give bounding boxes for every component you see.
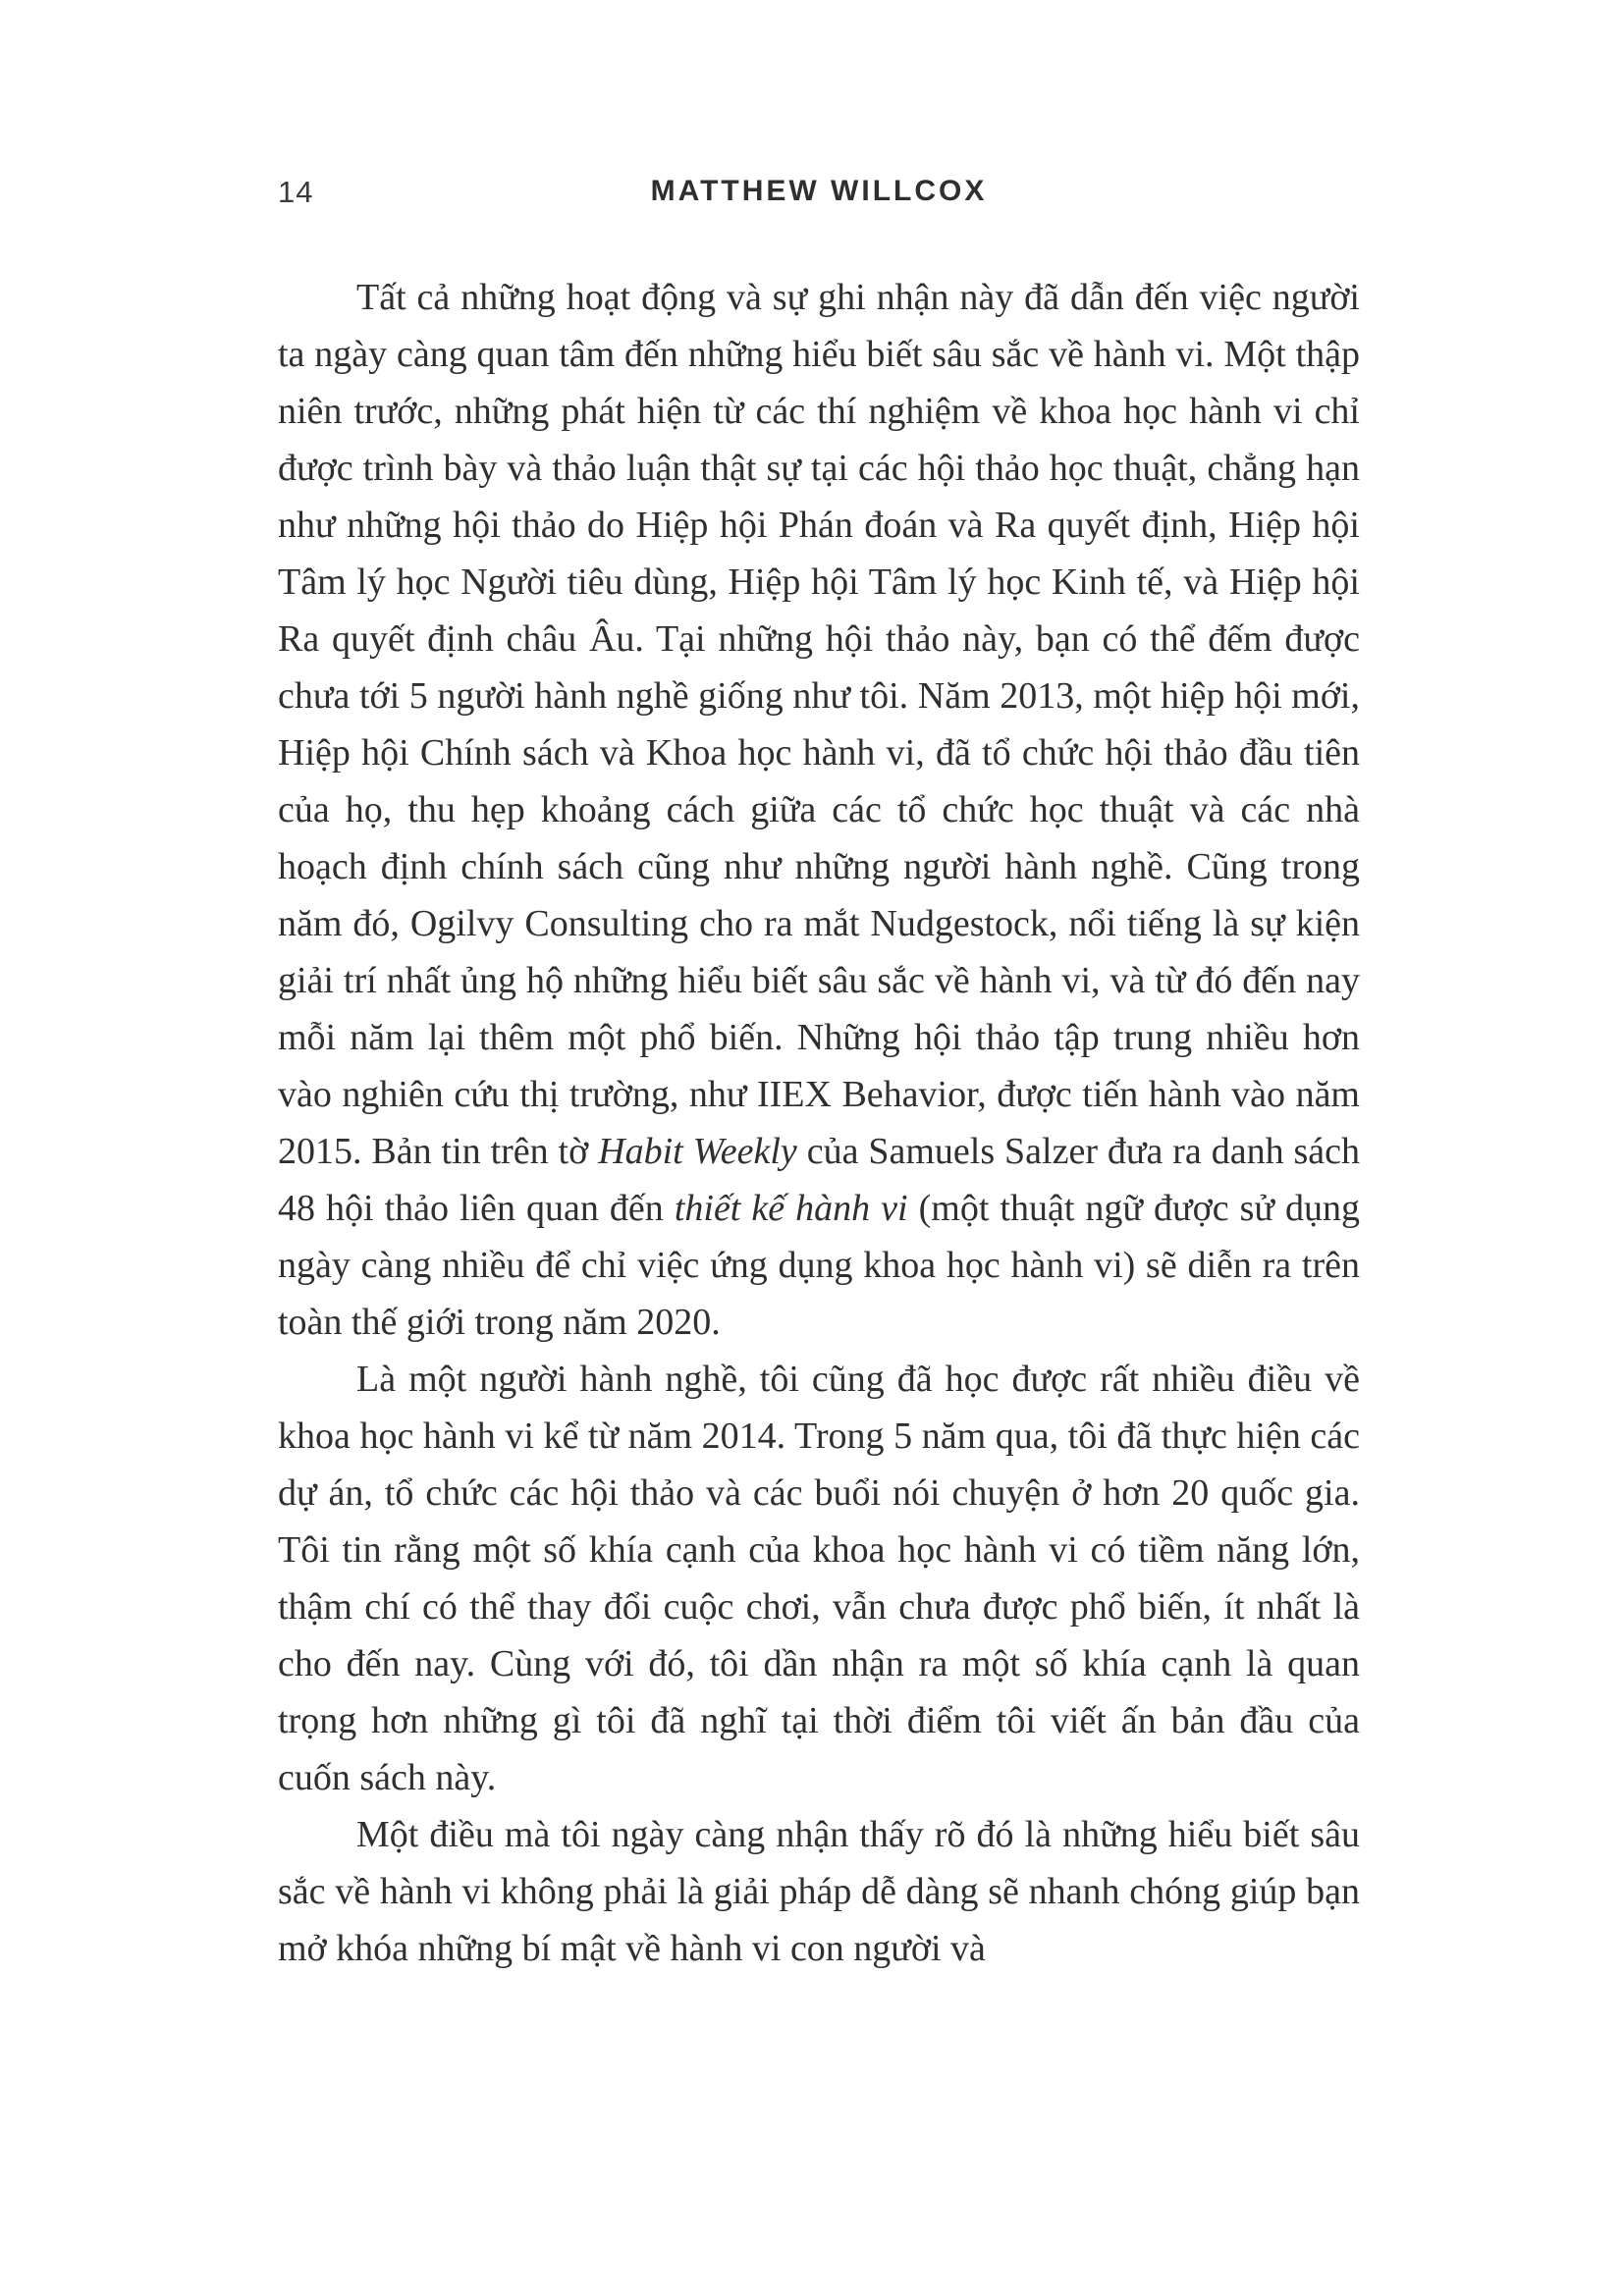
paragraph — [278, 1351, 1360, 1806]
text-segment: Một điều mà tôi ngày càng nhận thấy rõ đó là những hiểu biết sâu sắc về hành vi không phải là giải pháp dễ dàng sẽ nhanh chóng giúp bạn mở khóa những bí mật về hành vi con người và — [278, 1814, 1360, 1969]
text-segment: Tất cả những hoạt động và sự ghi nhận này đã dẫn đến việc người ta ngày càng quan tâm đến những hiểu biết sâu sắc về hành vi. Một thập niên trước, những phát hiện từ các thí nghiệm về khoa học hành vi chỉ được trình bày và thảo luận thật sự tại các hội thảo học thuật, chẳng hạn như những hội thảo do Hiệp hội Phán đoán và Ra quyết định, Hiệp hội Tâm lý học Người tiêu dùng, Hiệp hội Tâm lý học Kinh tế, và Hiệp hội Ra quyết định châu Âu. Tại những hội thảo này, bạn có thể đếm được chưa tới 5 người hành nghề giống như tôi. Năm 2013, một hiệp hội mới, Hiệp hội Chính sách và Khoa học hành vi, đã tổ chức hội thảo đầu tiên của họ, thu hẹp khoảng cách giữa các tổ chức học thuật và các nhà hoạch định chính sách cũng như những người hành nghề. Cũng trong năm đó, Ogilvy Consulting cho ra mắt Nudgestock, nổi tiếng là sự kiện giải trí nhất ủng hộ những hiểu biết sâu sắc về hành vi, và từ đó đến nay mỗi năm lại thêm một phổ biến. Những hội thảo tập trung nhiều hơn vào nghiên cứu thị trường, như IIEX Behavior, được tiến hành vào năm 2015. Bản tin trên tờ — [278, 277, 1360, 1172]
page-number: 14 — [278, 175, 314, 209]
text-block — [278, 175, 1360, 1977]
page-header — [278, 175, 1360, 218]
text-segment: của Samuels Salzer đưa ra danh sách 48 hội thảo liên quan đến — [278, 1131, 1360, 1229]
text-segment: (một thuật ngữ được sử dụng ngày càng nhiều để chỉ việc ứng dụng khoa học hành vi) sẽ diễn ra trên toàn thế giới trong năm 2020. — [278, 1188, 1360, 1343]
paragraph — [278, 269, 1360, 1351]
running-header: MATTHEW WILLCOX — [650, 175, 988, 207]
paragraph — [278, 1806, 1360, 1977]
text-segment: thiết kế hành vi — [674, 1188, 908, 1229]
text-segment: Là một người hành nghề, tôi cũng đã học được rất nhiều điều về khoa học hành vi kể từ năm 2014. Trong 5 năm qua, tôi đã thực hiện các dự án, tổ chức các hội thảo và các buổi nói chuyện ở hơn 20 quốc gia. Tôi tin rằng một số khía cạnh của khoa học hành vi có tiềm năng lớn, thậm chí có thể thay đổi cuộc chơi, vẫn chưa được phổ biến, ít nhất là cho đến nay. Cùng với đó, tôi dần nhận ra một số khía cạnh là quan trọng hơn những gì tôi đã nghĩ tại thời điểm tôi viết ấn bản đầu của cuốn sách này. — [278, 1359, 1360, 1798]
page-body — [278, 269, 1360, 1977]
text-segment: Habit Weekly — [598, 1131, 797, 1172]
